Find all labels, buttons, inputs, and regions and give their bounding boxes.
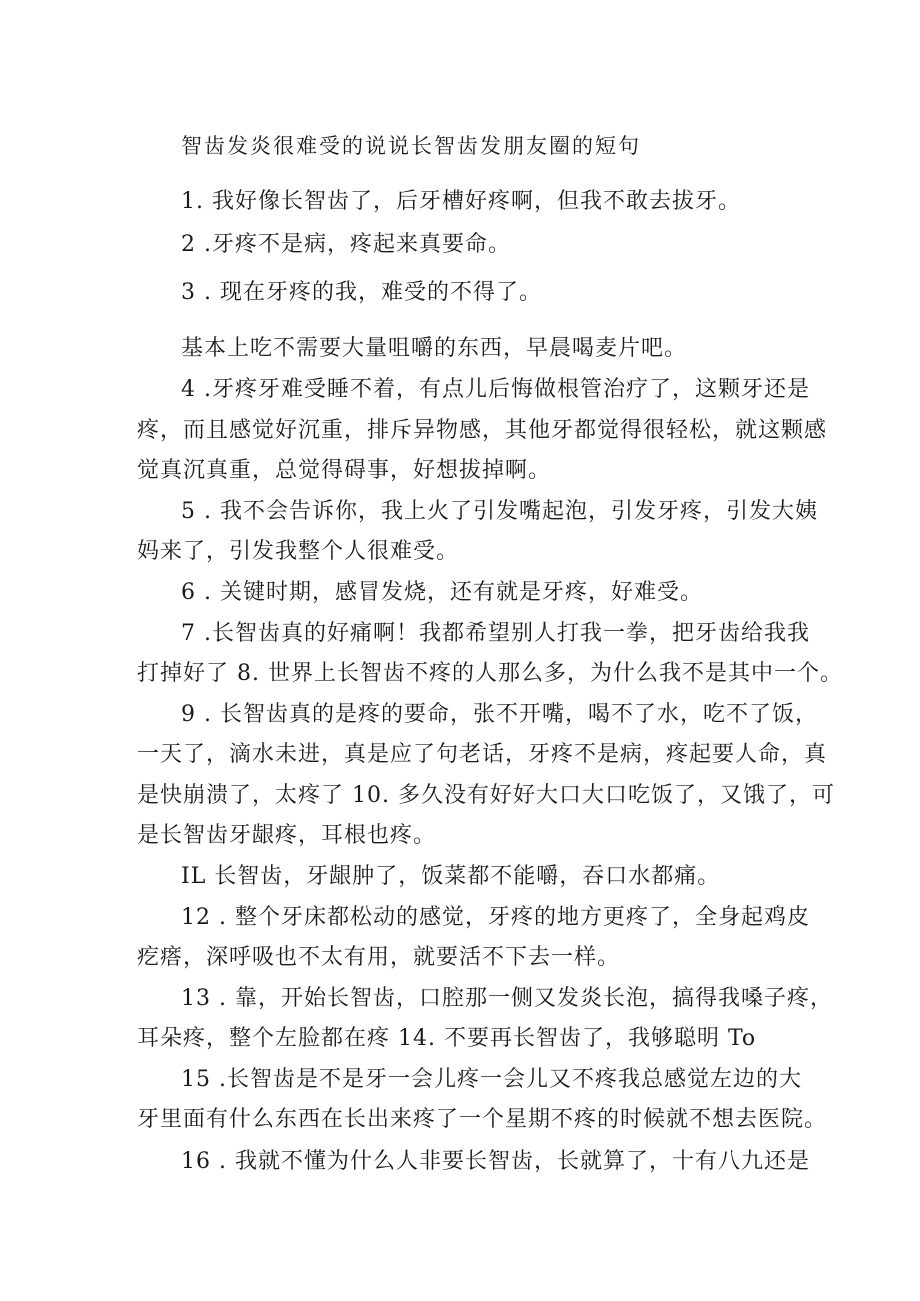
text-line: 基本上吃不需要大量咀嚼的东西，早晨喝麦片吧。: [181, 336, 688, 361]
text-line: 6 . 关键时期，感冒发烧，还有就是牙疼，好难受。: [181, 580, 703, 605]
text-line: 是长智齿牙龈疼，耳根也疼。: [137, 823, 437, 848]
text-line: 3 . 现在牙疼的我，难受的不得了。: [181, 280, 542, 305]
text-line: 是快崩溃了，太疼了 10. 多久没有好好大口大口吃饭了，又饿了，可: [137, 783, 835, 808]
text-line: 9 . 长智齿真的是疼的要命，张不开嘴，喝不了水，吃不了饭，: [181, 702, 818, 727]
text-line: 5 . 我不会告诉你，我上火了引发嘴起泡，引发牙疼，引发大姨: [181, 499, 818, 524]
text-line: 妈来了，引发我整个人很难受。: [137, 539, 460, 564]
text-line: 7 .长智齿真的好痛啊！我都希望别人打我一拳，把牙齿给我我: [181, 621, 810, 646]
text-line: 1. 我好像长智齿了，后牙槽好疼啊，但我不敢去拔牙。: [181, 189, 741, 214]
text-line: 12 . 整个牙床都松动的感觉，牙疼的地方更疼了，全身起鸡皮: [181, 905, 810, 930]
text-line: 一天了，滴水未进，真是应了句老话，牙疼不是病，疼起要人命，真: [137, 742, 828, 767]
text-line: 打掉好了 8. 世界上长智齿不疼的人那么多，为什么我不是其中一个。: [137, 661, 843, 686]
text-line: 觉真沉真重，总觉得碍事，好想拔掉啊。: [137, 458, 552, 483]
text-line: 牙里面有什么东西在长出来疼了一个星期不疼的时候就不想去医院。: [137, 1107, 828, 1132]
text-line: 13 . 靠，开始长智齿，口腔那一侧又发炎长泡，搞得我嗓子疼，: [181, 986, 833, 1011]
text-line: 15 .长智齿是不是牙一会儿疼一会儿又不疼我总感觉左边的大: [181, 1067, 802, 1092]
text-line: 2 .牙疼不是病，疼起来真要命。: [181, 232, 511, 257]
document-title: 智齿发炎很难受的说说长智齿发朋友圈的短句: [181, 134, 641, 158]
text-line: 疙瘩，深呼吸也不太有用，就要活不下去一样。: [137, 945, 621, 970]
text-line: 16 . 我就不懂为什么人非要长智齿，长就算了，十有八九还是: [181, 1149, 810, 1174]
text-line: 耳朵疼，整个左脸都在疼 14. 不要再长智齿了，我够聪明 To: [137, 1026, 757, 1051]
text-line: IL 长智齿，牙龈肿了，饭菜都不能嚼，吞口水都痛。: [181, 864, 721, 889]
text-line: 4 .牙疼牙难受睡不着，有点儿后悔做根管治疗了，这颗牙还是: [181, 377, 810, 402]
text-line: 疼，而且感觉好沉重，排斥异物感，其他牙都觉得很轻松，就这颗感: [137, 418, 828, 443]
